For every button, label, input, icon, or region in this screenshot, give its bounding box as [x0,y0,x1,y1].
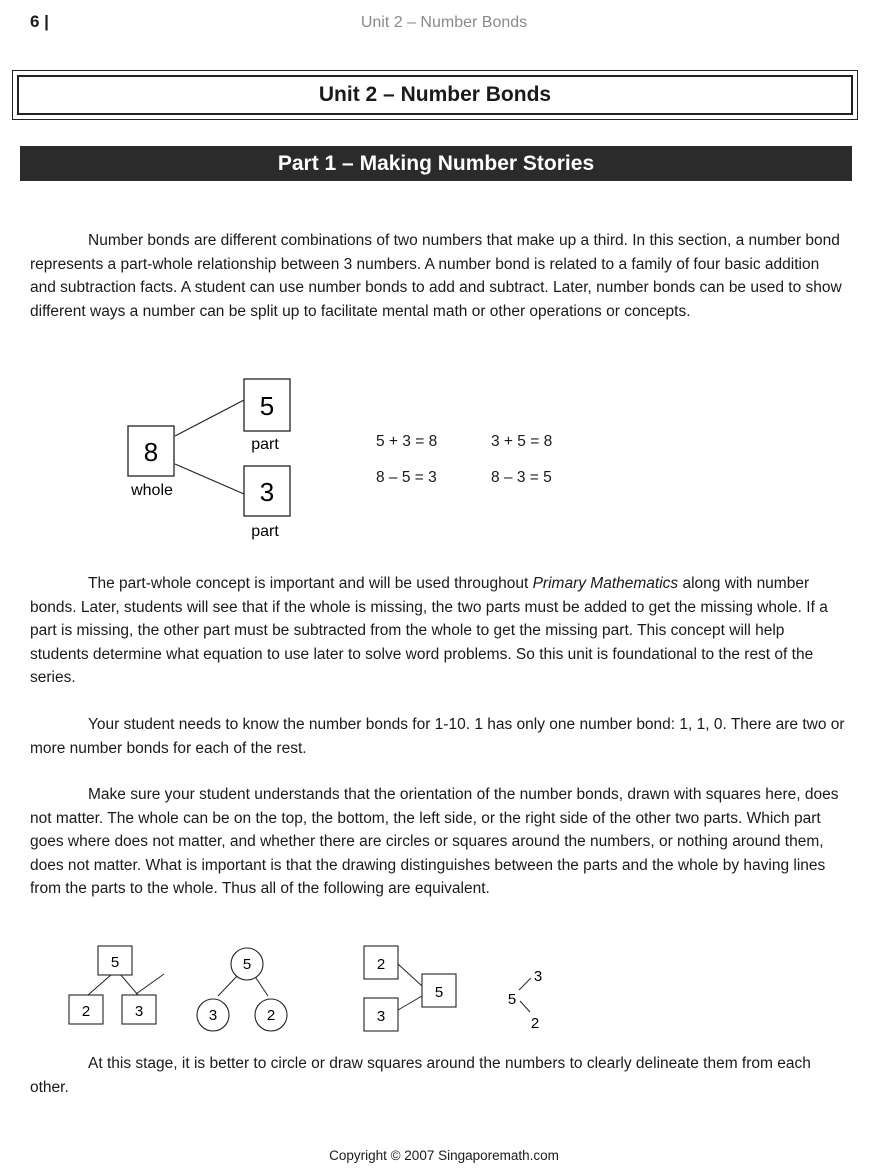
intro-text: Number bonds are different combinations of two numbers that make up a third. In this section, a number bond represents a part-whole relationship between 3 numbers. A number bond is related to a family of four basic addition and subtraction facts. A student can use number bonds to add and subtract. Later, number bonds can be used to show different ways a number can be split up to facilitate mental math or other operations or concepts. [30,232,842,320]
orientation-text: Make sure your student understands that the orientation of the number bonds, drawn with squares here, does not matter. The whole can be on the top, the bottom, the left side, or the right side of the other two parts. Which part goes where does not matter, and whether there are circles or squares around the numbers, or nothing around them, does not matter. What is important is that the drawing distinguishes between the parts and the whole by having lines from the parts to the whole. Thus all of the following are equivalent. [30,786,839,897]
unit-title-box [12,70,858,120]
example-part: 3 [376,1008,386,1025]
whole-value: 8 [143,437,159,467]
whole-label: whole [131,482,173,499]
part-whole-paragraph [30,572,845,690]
example-part: 2 [81,1003,91,1020]
bond-line-top [175,400,244,436]
unit-title: Unit 2 – Number Bonds [17,75,853,115]
fact-equation: 5 + 3 = 8 [376,433,438,450]
equivalent-bonds-examples [60,938,580,1038]
closing-paragraph [30,1052,845,1099]
example-circles-top [197,948,287,1031]
example-part: 3 [134,1003,144,1020]
page-number: 6 | [30,12,49,31]
part-bottom-value: 3 [259,477,275,507]
fact-equation: 3 + 5 = 8 [491,433,553,450]
part-top-value: 5 [259,391,275,421]
example-part: 3 [533,968,543,985]
part-whole-text: The part-whole concept is important and will be used throughout [88,575,533,592]
running-header: Unit 2 – Number Bonds [360,14,528,31]
closing-text: At this stage, it is better to circle or draw squares around the numbers to clearly delineate them from each other. [30,1055,811,1096]
bonds-1-10-text: Your student needs to know the number bonds for 1-10. 1 has only one number bond: 1, 1, 0. There are two or more number bonds for each of the rest. [30,716,845,757]
orientation-paragraph [30,783,845,901]
fact-equation: 8 – 5 = 3 [376,469,437,486]
part-bottom-label: part [251,523,279,540]
book-title: Primary Mathematics [532,575,679,592]
copyright-footer: Copyright © 2007 Singaporemath.com [329,1148,559,1163]
part-title-bar: Part 1 – Making Number Stories [20,146,852,181]
example-part: 2 [266,1007,276,1024]
bonds-1-10-paragraph [30,713,845,760]
example-part: 2 [530,1015,540,1032]
part-top-label: part [251,436,279,453]
part-whole-text-cont: along with number bonds. Later, students will see that if the whole is missing, the two parts must be added to get the missing whole. If a part is missing, the other part must be subtracted from the whole to get the missing part. This concept will help students determine what equation to use later to solve word problems. So this unit is foundational to the rest of the series. [30,575,828,686]
intro-paragraph [30,229,845,323]
fact-equation: 8 – 3 = 5 [491,469,552,486]
example-squares-top [69,946,164,1024]
example-part: 2 [376,956,386,973]
main-number-bond-diagram [110,370,330,550]
example-plain [508,968,542,1032]
example-whole: 5 [507,991,517,1008]
example-whole: 5 [434,984,444,1001]
example-whole: 5 [242,956,252,973]
example-squares-right [364,946,456,1031]
example-part: 3 [208,1007,218,1024]
example-whole: 5 [110,954,120,971]
bond-line-bottom [175,464,244,494]
